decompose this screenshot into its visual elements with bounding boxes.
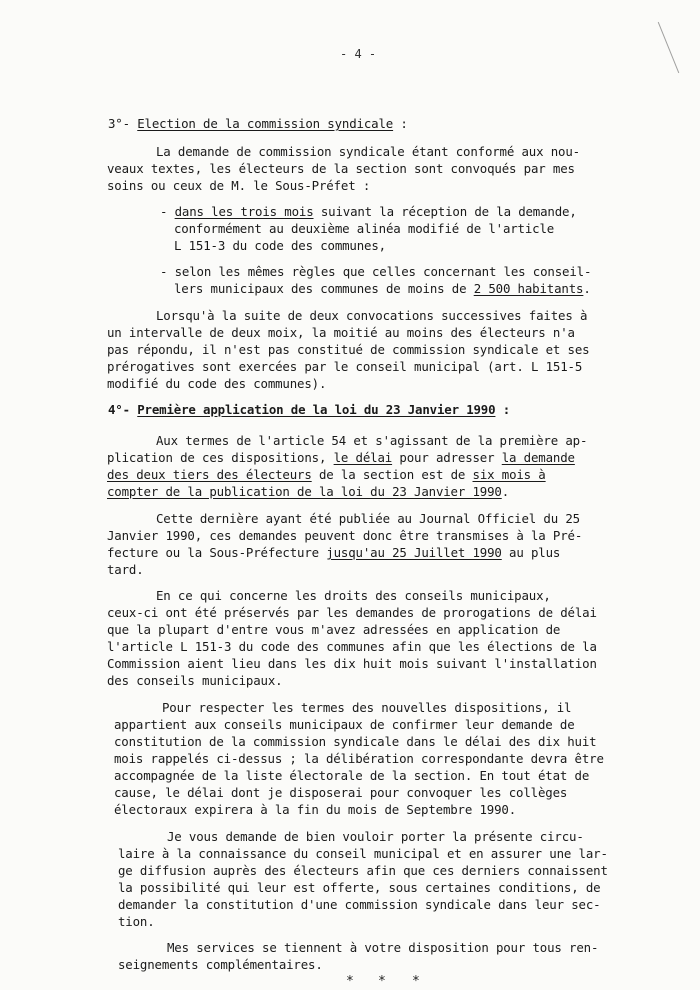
section3-number: 3°-: [108, 116, 138, 131]
section4-para3-line5: Commission aient lieu dans les dix huit mois suivant l'installation: [107, 656, 597, 671]
section4-para3-line1: En ce qui concerne les droits des conseils municipaux,: [156, 588, 551, 603]
section4-title-suffix: :: [495, 402, 511, 417]
section3-intro-line2: veaux textes, les électeurs de la section sont convoqués par mes: [107, 161, 575, 176]
section4-para5-line4: la possibilité qui leur est offerte, sous certaines conditions, de: [118, 880, 601, 895]
star-top: *: [378, 974, 386, 989]
section4-para5-line1: Je vous demande de bien vouloir porter la présente circu-: [167, 829, 584, 844]
section4-para1-line4: [107, 484, 509, 501]
s4p1-l3-u2: six mois à: [472, 467, 546, 482]
section4-para4-line4: mois rappelés ci-dessus ; la délibération correspondante devra être: [114, 751, 604, 766]
section4-para3-line2: ceux-ci ont été préservés par les demandes de prorogations de délai: [107, 605, 597, 620]
section4-para5-line5: demander la constitution d'une commission syndicale dans leur sec-: [118, 897, 601, 912]
section3-intro-line3: soins ou ceux de M. le Sous-Préfet :: [107, 178, 371, 193]
s4p1-l2-b: pour adresser: [392, 450, 502, 465]
bullet1-underlined: dans les trois mois: [174, 204, 314, 219]
section4-para2-line2: Janvier 1990, ces demandes peuvent donc être transmises à la Pré-: [107, 528, 583, 543]
s4p1-l2-u2: la demande: [501, 450, 575, 465]
bullet1-line3: L 151-3 du code des communes,: [174, 238, 386, 253]
section3-para2-line4: prérogatives sont exercées par le conseil municipal (art. L 151-5: [107, 359, 583, 374]
section4-para4-line7: électoraux expirera à la fin du mois de Septembre 1990.: [114, 802, 517, 817]
section4-number: 4°-: [108, 402, 138, 417]
section4-para1-line1: Aux termes de l'article 54 et s'agissant de la première ap-: [156, 433, 588, 448]
s4p1-l2-a: plication de ces dispositions,: [107, 450, 334, 465]
section3-para2-line2: un intervalle de deux moix, la moitié au moins des électeurs n'a: [107, 325, 575, 340]
section4-para5-line2: laire à la connaissance du conseil municipal et en assurer une lar-: [118, 846, 608, 861]
s4p2-l3-u: jusqu'au 25 Juillet 1990: [326, 545, 502, 560]
s4p2-l3-b: au plus: [501, 545, 561, 560]
section4-para5-line3: ge diffusion auprès des électeurs afin que ces derniers connaissent: [118, 863, 608, 878]
section4-para3-line4: l'article L 151-3 du code des communes afin que les élections de la: [107, 639, 597, 654]
bullet2-line1: - selon les mêmes règles que celles concernant les conseil-: [160, 264, 592, 279]
bullet1-rest: suivant la réception de la demande,: [313, 204, 577, 219]
section4-para1-line3: [107, 467, 546, 484]
bullet2-line2-end: .: [583, 281, 591, 296]
section3-para2-line1: Lorsqu'à la suite de deux convocations successives faites à: [156, 308, 588, 323]
section4-para3-line3: que la plupart d'entre vous m'avez adressées en application de: [107, 622, 561, 637]
s4p1-l4-end: .: [501, 484, 510, 499]
section3-para2-line3: pas répondu, il n'est pas constitué de commission syndicale et ses: [107, 342, 590, 357]
section3-title-suffix: :: [393, 116, 408, 131]
section3-intro-line1: La demande de commission syndicale étant conformé aux nou-: [156, 144, 580, 159]
section4-para3-line6: des conseils municipaux.: [107, 673, 283, 688]
section4-para2-line1: Cette dernière ayant été publiée au Journal Officiel du 25: [156, 511, 580, 526]
bullet1-dash: -: [160, 204, 175, 219]
section4-para4-line1: Pour respecter les termes des nouvelles dispositions, il: [162, 700, 572, 715]
section4-para4-line5: accompagnée de la liste électorale de la section. En tout état de: [114, 768, 590, 783]
section4-para2-line4: tard.: [107, 562, 144, 577]
section3-para2-line5: modifié du code des communes).: [107, 376, 327, 391]
section4-para6-line2: seignements complémentaires.: [118, 957, 323, 972]
star-right: *: [412, 974, 420, 989]
bullet1-line2: conformément au deuxième alinéa modifié de l'article: [174, 221, 555, 236]
page-number: - 4 -: [340, 47, 377, 61]
section4-para2-line3: [107, 545, 560, 562]
star-left: *: [346, 974, 354, 989]
section4-title: Première application de la loi du 23 Janvier 1990: [137, 402, 496, 417]
s4p1-l4-u: compter de la publication de la loi du 23 Janvier 1990: [107, 484, 502, 499]
s4p1-l3-u1: des deux tiers des électeurs: [107, 467, 312, 482]
section4-para4-line3: constitution de la commission syndicale dans le délai des dix huit: [114, 734, 597, 749]
bullet1-line1: [160, 204, 577, 221]
bullet2-line2-start: lers municipaux des communes de moins de: [174, 281, 474, 296]
section3-heading: [108, 116, 408, 133]
section3-title: Election de la commission syndicale: [137, 116, 394, 131]
section4-para5-line6: tion.: [118, 914, 155, 929]
s4p2-l3-a: fecture ou la Sous-Préfecture: [107, 545, 327, 560]
section4-para6-line1: Mes services se tiennent à votre disposition pour tous ren-: [167, 940, 599, 955]
s4p1-l2-u1: le délai: [333, 450, 393, 465]
section4-para4-line2: appartient aux conseils municipaux de confirmer leur demande de: [114, 717, 575, 732]
bullet2-line2: [174, 281, 591, 298]
section4-heading: [108, 402, 510, 419]
s4p1-l3-b: de la section est de: [311, 467, 473, 482]
section4-para1-line2: [107, 450, 575, 467]
scan-scratch-top-right: [658, 22, 680, 73]
bullet2-underlined: 2 500 habitants: [473, 281, 584, 296]
section4-para4-line6: cause, le délai dont je disposerai pour convoquer les collèges: [114, 785, 568, 800]
